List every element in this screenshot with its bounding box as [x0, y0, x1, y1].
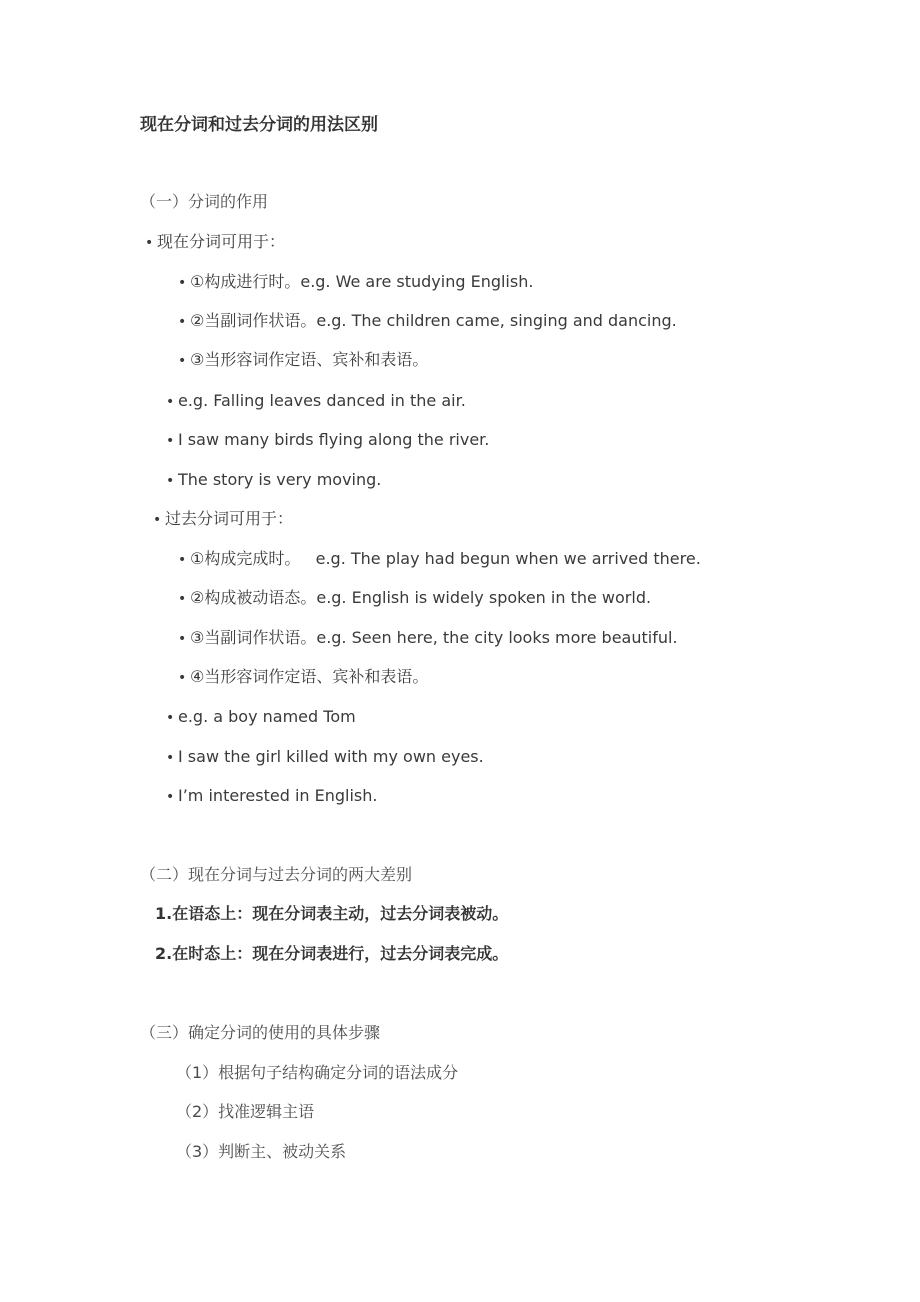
step-item: （1）根据句子结构确定分词的语法成分 — [176, 1063, 459, 1082]
bullet-icon: • — [166, 394, 175, 410]
step-item: （3）判断主、被动关系 — [176, 1142, 347, 1161]
past-participle-label-row — [153, 507, 293, 532]
example-item: • I saw many birds flying along the river. — [166, 428, 489, 453]
list-item: • ②当副词作状语。e.g. The children came, singing and dancing. — [178, 309, 677, 334]
bullet-icon: • — [178, 591, 187, 607]
example-item: • e.g. a boy named Tom — [166, 705, 356, 730]
section1-heading: （一）分词的作用 — [140, 192, 269, 211]
list-item: • ①构成完成时。 e.g. The play had begun when we arrived there. — [178, 547, 701, 572]
example-item: • I saw the girl killed with my own eyes. — [166, 745, 484, 770]
list-item: • ③当副词作状语。e.g. Seen here, the city looks more beautiful. — [178, 626, 678, 651]
bullet-icon: • — [166, 710, 175, 726]
present-participle-label-row — [145, 230, 285, 255]
bullet-icon: • — [166, 433, 175, 449]
section2-heading: （二）现在分词与过去分词的两大差别 — [140, 865, 413, 884]
list-item: • ①构成进行时。e.g. We are studying English. — [178, 270, 533, 295]
page-title: 现在分词和过去分词的用法区别 — [140, 115, 378, 135]
bullet-icon: • — [166, 473, 175, 489]
difference-point: 1.在语态上：现在分词表主动，过去分词表被动。 — [155, 904, 509, 923]
list-item: • ②构成被动语态。e.g. English is widely spoken in the world. — [178, 586, 651, 611]
bullet-icon: • — [178, 314, 187, 330]
past-participle-label: 过去分词可用于： — [165, 509, 294, 528]
bullet-icon: • — [166, 789, 175, 805]
example-item: • I’m interested in English. — [166, 784, 377, 809]
bullet-icon: • — [178, 353, 187, 369]
example-item: • e.g. Falling leaves danced in the air. — [166, 389, 466, 414]
step-item: （2）找准逻辑主语 — [176, 1102, 315, 1121]
list-item: • ④当形容词作定语、宾补和表语。 — [178, 665, 428, 690]
list-item: • ③当形容词作定语、宾补和表语。 — [178, 348, 428, 373]
present-participle-label: 现在分词可用于： — [157, 232, 286, 251]
bullet-icon: • — [178, 670, 187, 686]
bullet-icon: • — [178, 275, 187, 291]
bullet-icon: • — [178, 631, 187, 647]
section3-heading: （三）确定分词的使用的具体步骤 — [140, 1023, 381, 1042]
difference-point: 2.在时态上：现在分词表进行，过去分词表完成。 — [155, 944, 509, 963]
bullet-icon: • — [178, 552, 187, 568]
bullet-icon: • — [166, 750, 175, 766]
example-item: • The story is very moving. — [166, 468, 381, 493]
bullet-icon: • — [153, 512, 162, 528]
bullet-icon: • — [145, 235, 154, 251]
